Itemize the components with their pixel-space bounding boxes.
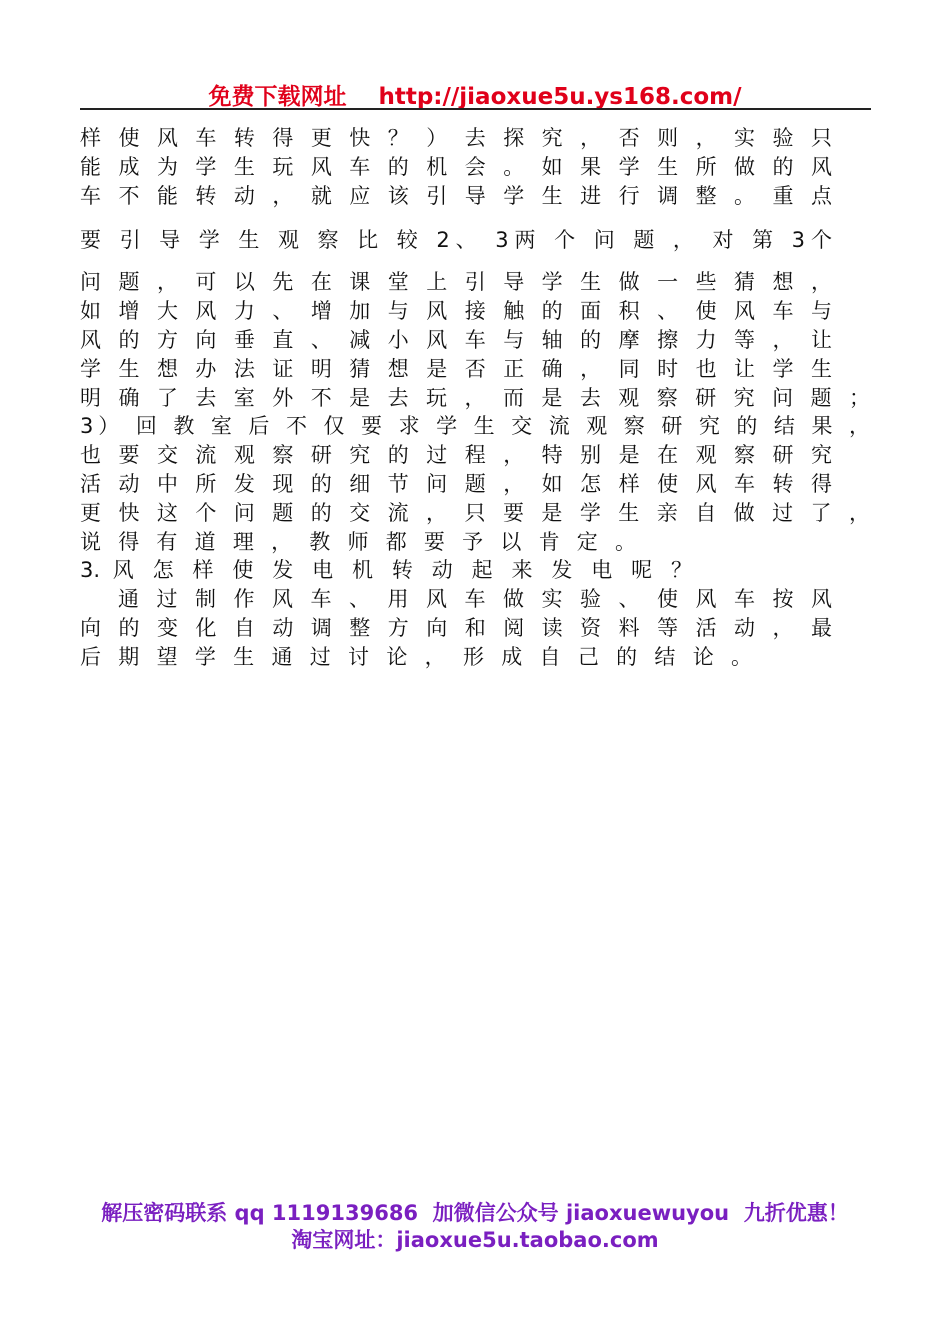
text-line: 后 期 望 学 生 通 过 讨 论 ， 形 成 自 己 的 结 论 。 bbox=[80, 645, 752, 669]
text-line: 学 生 想 办 法 证 明 猜 想 是 否 正 确 ， 同 时 也 让 学 生 bbox=[80, 357, 832, 381]
text-line: 风 的 方 向 垂 直 、 减 小 风 车 与 轴 的 摩 擦 力 等 ， 让 bbox=[80, 328, 832, 352]
text-line: 能 成 为 学 生 玩 风 车 的 机 会 。 如 果 学 生 所 做 的 风 bbox=[80, 155, 832, 179]
footer-contact: 解压密码联系 qq 1119139686 加微信公众号 jiaoxuewuyou 九折优惠！ bbox=[101, 1201, 849, 1225]
text-line: 车 不 能 转 动 ， 就 应 该 引 导 学 生 进 行 调 整 。 重 点 bbox=[80, 184, 832, 208]
text-line: 说 得 有 道 理 ， 教 师 都 要 予 以 肯 定 。 bbox=[80, 530, 636, 554]
text-line: 如 增 大 风 力 、 增 加 与 风 接 触 的 面 积 、 使 风 车 与 bbox=[80, 299, 832, 323]
text-line: 向 的 变 化 自 动 调 整 方 向 和 阅 读 资 料 等 活 动 ， 最 bbox=[80, 616, 832, 640]
text-line: 明 确 了 去 室 外 不 是 去 玩 ， 而 是 去 观 察 研 究 问 题 ； bbox=[80, 386, 870, 410]
header-rule bbox=[80, 108, 871, 110]
text-line: 也 要 交 流 观 察 研 究 的 过 程 ， 特 别 是 在 观 察 研 究 bbox=[80, 443, 832, 467]
text-line: 通 过 制 作 风 车 、 用 风 车 做 实 验 、 使 风 车 按 风 bbox=[118, 587, 832, 611]
text-line: 更 快 这 个 问 题 的 交 流 ， 只 要 是 学 生 亲 自 做 过 了 ， bbox=[80, 501, 870, 525]
text-line: 问 题 ， 可 以 先 在 课 堂 上 引 导 学 生 做 一 些 猜 想 ， bbox=[80, 270, 832, 294]
section-heading: 3. 风 怎 样 使 发 电 机 转 动 起 来 发 电 呢 ？ bbox=[80, 558, 692, 582]
text-line: 3） 回 教 室 后 不 仅 要 求 学 生 交 流 观 察 研 究 的 结 果 ， bbox=[80, 414, 870, 438]
footer-taobao-link[interactable]: 淘宝网址：jiaoxue5u.taobao.com bbox=[291, 1228, 659, 1252]
header-url: 免费下载网址 http://jiaoxue5u.ys168.com/ bbox=[208, 84, 742, 110]
text-line: 要 引 导 学 生 观 察 比 较 2、 3两 个 问 题 ， 对 第 3个 bbox=[80, 228, 832, 252]
text-line: 样 使 风 车 转 得 更 快 ？ ） 去 探 究 ， 否 则 ， 实 验 只 bbox=[80, 126, 832, 150]
text-line: 活 动 中 所 发 现 的 细 节 问 题 ， 如 怎 样 使 风 车 转 得 bbox=[80, 472, 832, 496]
